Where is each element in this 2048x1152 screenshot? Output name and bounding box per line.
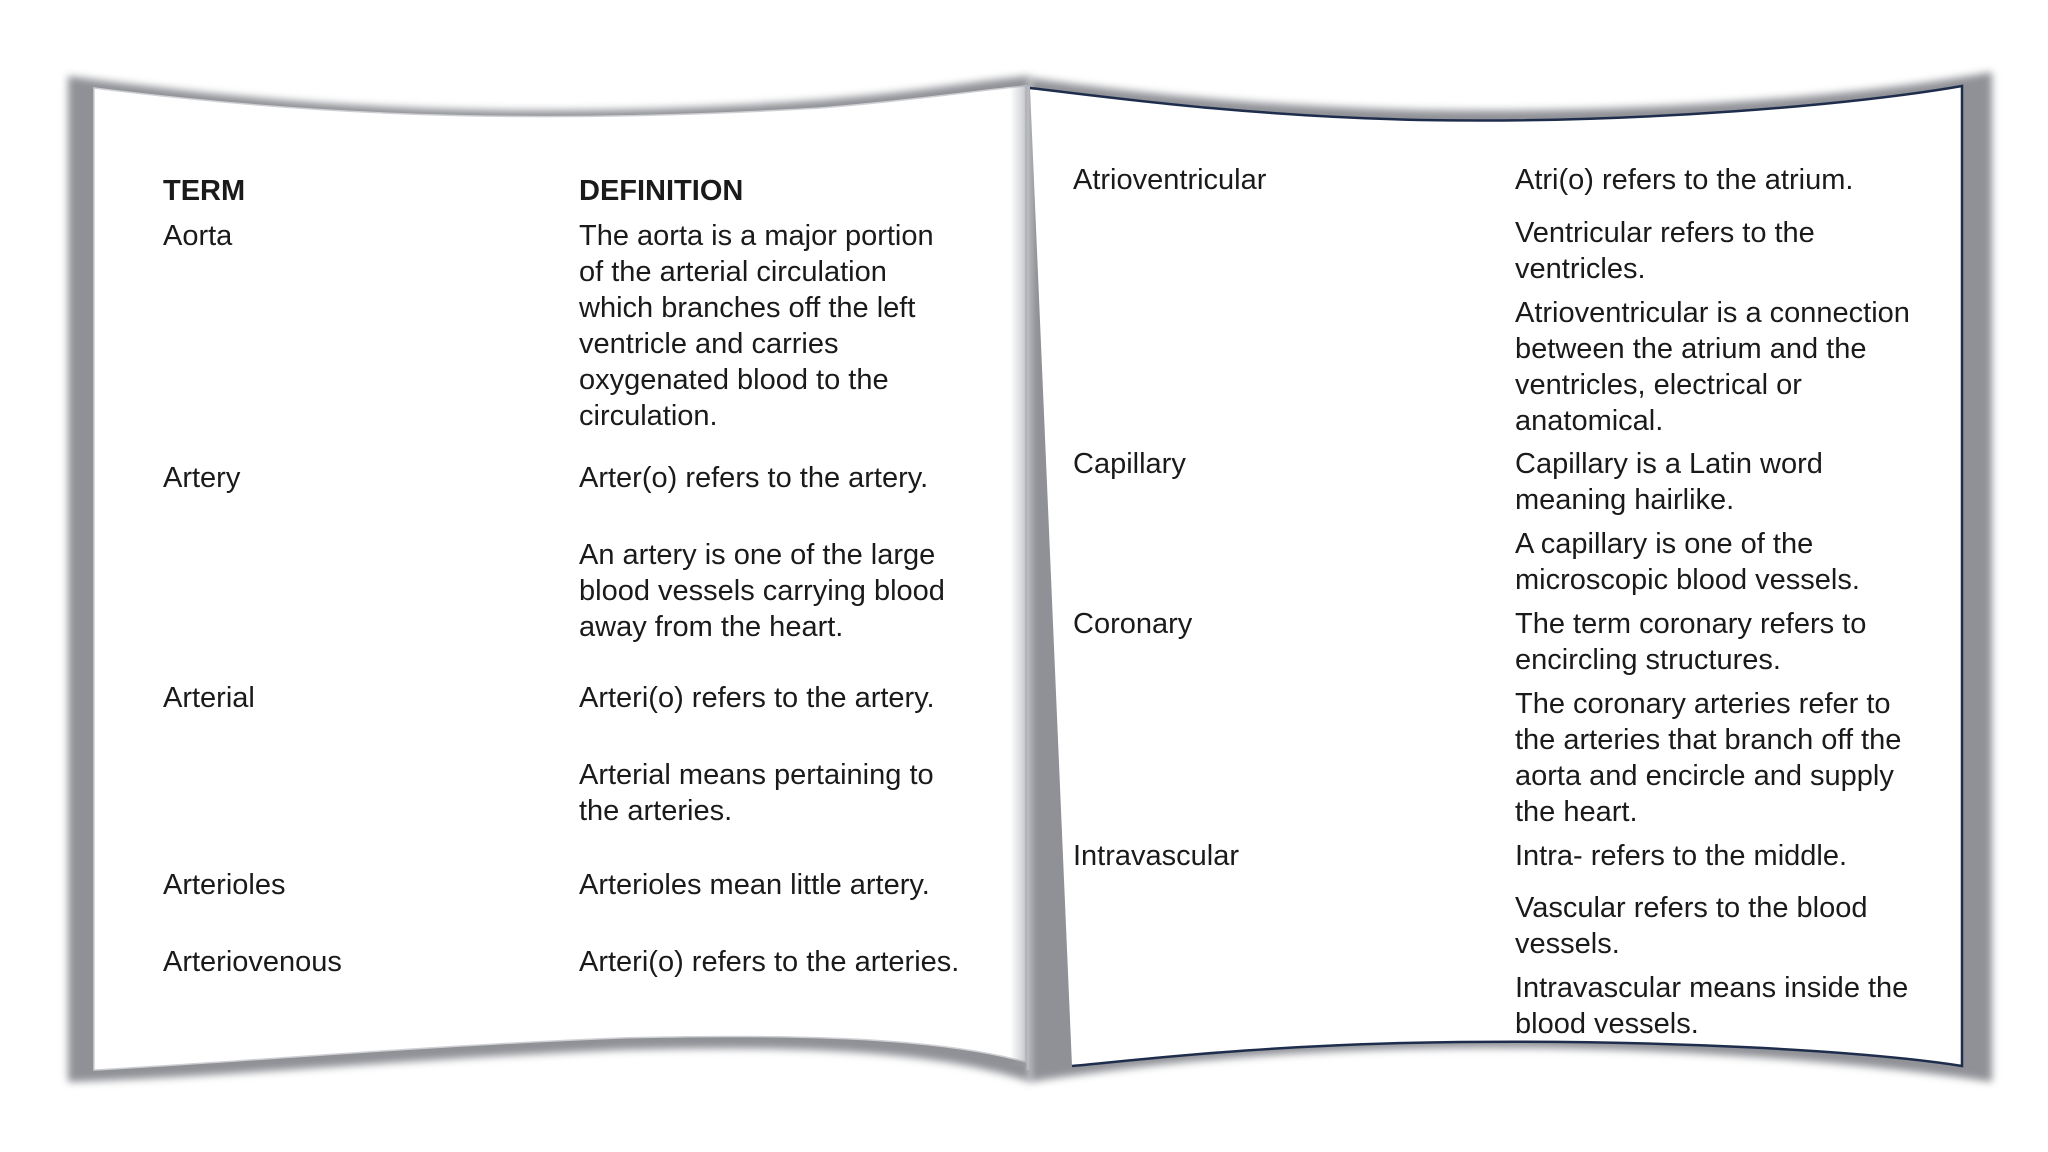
glossary-definition: Atrioventricular is a connection between the atrium and the ventricles, electrical or anatomical. bbox=[1515, 297, 1910, 437]
glossary-term: Arterial bbox=[163, 682, 255, 714]
glossary-definition: Intravascular means inside the blood vessels. bbox=[1515, 972, 1909, 1040]
glossary-definition: The aorta is a major portion of the arterial circulation which branches off the left ventricle and carries oxygenated blood to the circulation. bbox=[579, 220, 934, 432]
glossary-term: Arterioles bbox=[163, 869, 286, 901]
glossary-term: Aorta bbox=[163, 220, 233, 252]
definition-column-header: DEFINITION bbox=[579, 175, 744, 207]
glossary-definition: Arteri(o) refers to the artery. bbox=[579, 682, 935, 714]
glossary-term: Arteriovenous bbox=[163, 946, 342, 978]
glossary-term: Artery bbox=[163, 462, 241, 494]
glossary-definition: Intra- refers to the middle. bbox=[1515, 840, 1848, 872]
glossary-definition: Arterioles mean little artery. bbox=[579, 869, 930, 901]
glossary-definition: The term coronary refers to encircling structures. bbox=[1515, 608, 1867, 676]
glossary-definition: Capillary is a Latin word meaning hairlike. bbox=[1515, 448, 1823, 516]
glossary-term: Capillary bbox=[1073, 448, 1186, 480]
glossary-definition: Vascular refers to the blood vessels. bbox=[1515, 892, 1868, 960]
glossary-definition: The coronary arteries refer to the arteries that branch off the aorta and encircle and supply the heart. bbox=[1515, 688, 1902, 828]
glossary-term: Atrioventricular bbox=[1073, 164, 1267, 196]
glossary-definition: Arteri(o) refers to the arteries. bbox=[579, 946, 960, 978]
glossary-definition: Arter(o) refers to the artery. bbox=[579, 462, 929, 494]
glossary-term: Coronary bbox=[1073, 608, 1193, 640]
term-column-header: TERM bbox=[163, 175, 246, 207]
glossary-definition: Ventricular refers to the ventricles. bbox=[1515, 217, 1815, 285]
glossary-definition: An artery is one of the large blood vessels carrying blood away from the heart. bbox=[579, 539, 945, 643]
glossary-definition: A capillary is one of the microscopic blood vessels. bbox=[1515, 528, 1860, 596]
spine-shadow bbox=[1010, 86, 1028, 1066]
glossary-definition: Atri(o) refers to the atrium. bbox=[1515, 164, 1854, 196]
glossary-term: Intravascular bbox=[1073, 840, 1240, 872]
glossary-definition: Arterial means pertaining to the arteries. bbox=[579, 759, 934, 827]
